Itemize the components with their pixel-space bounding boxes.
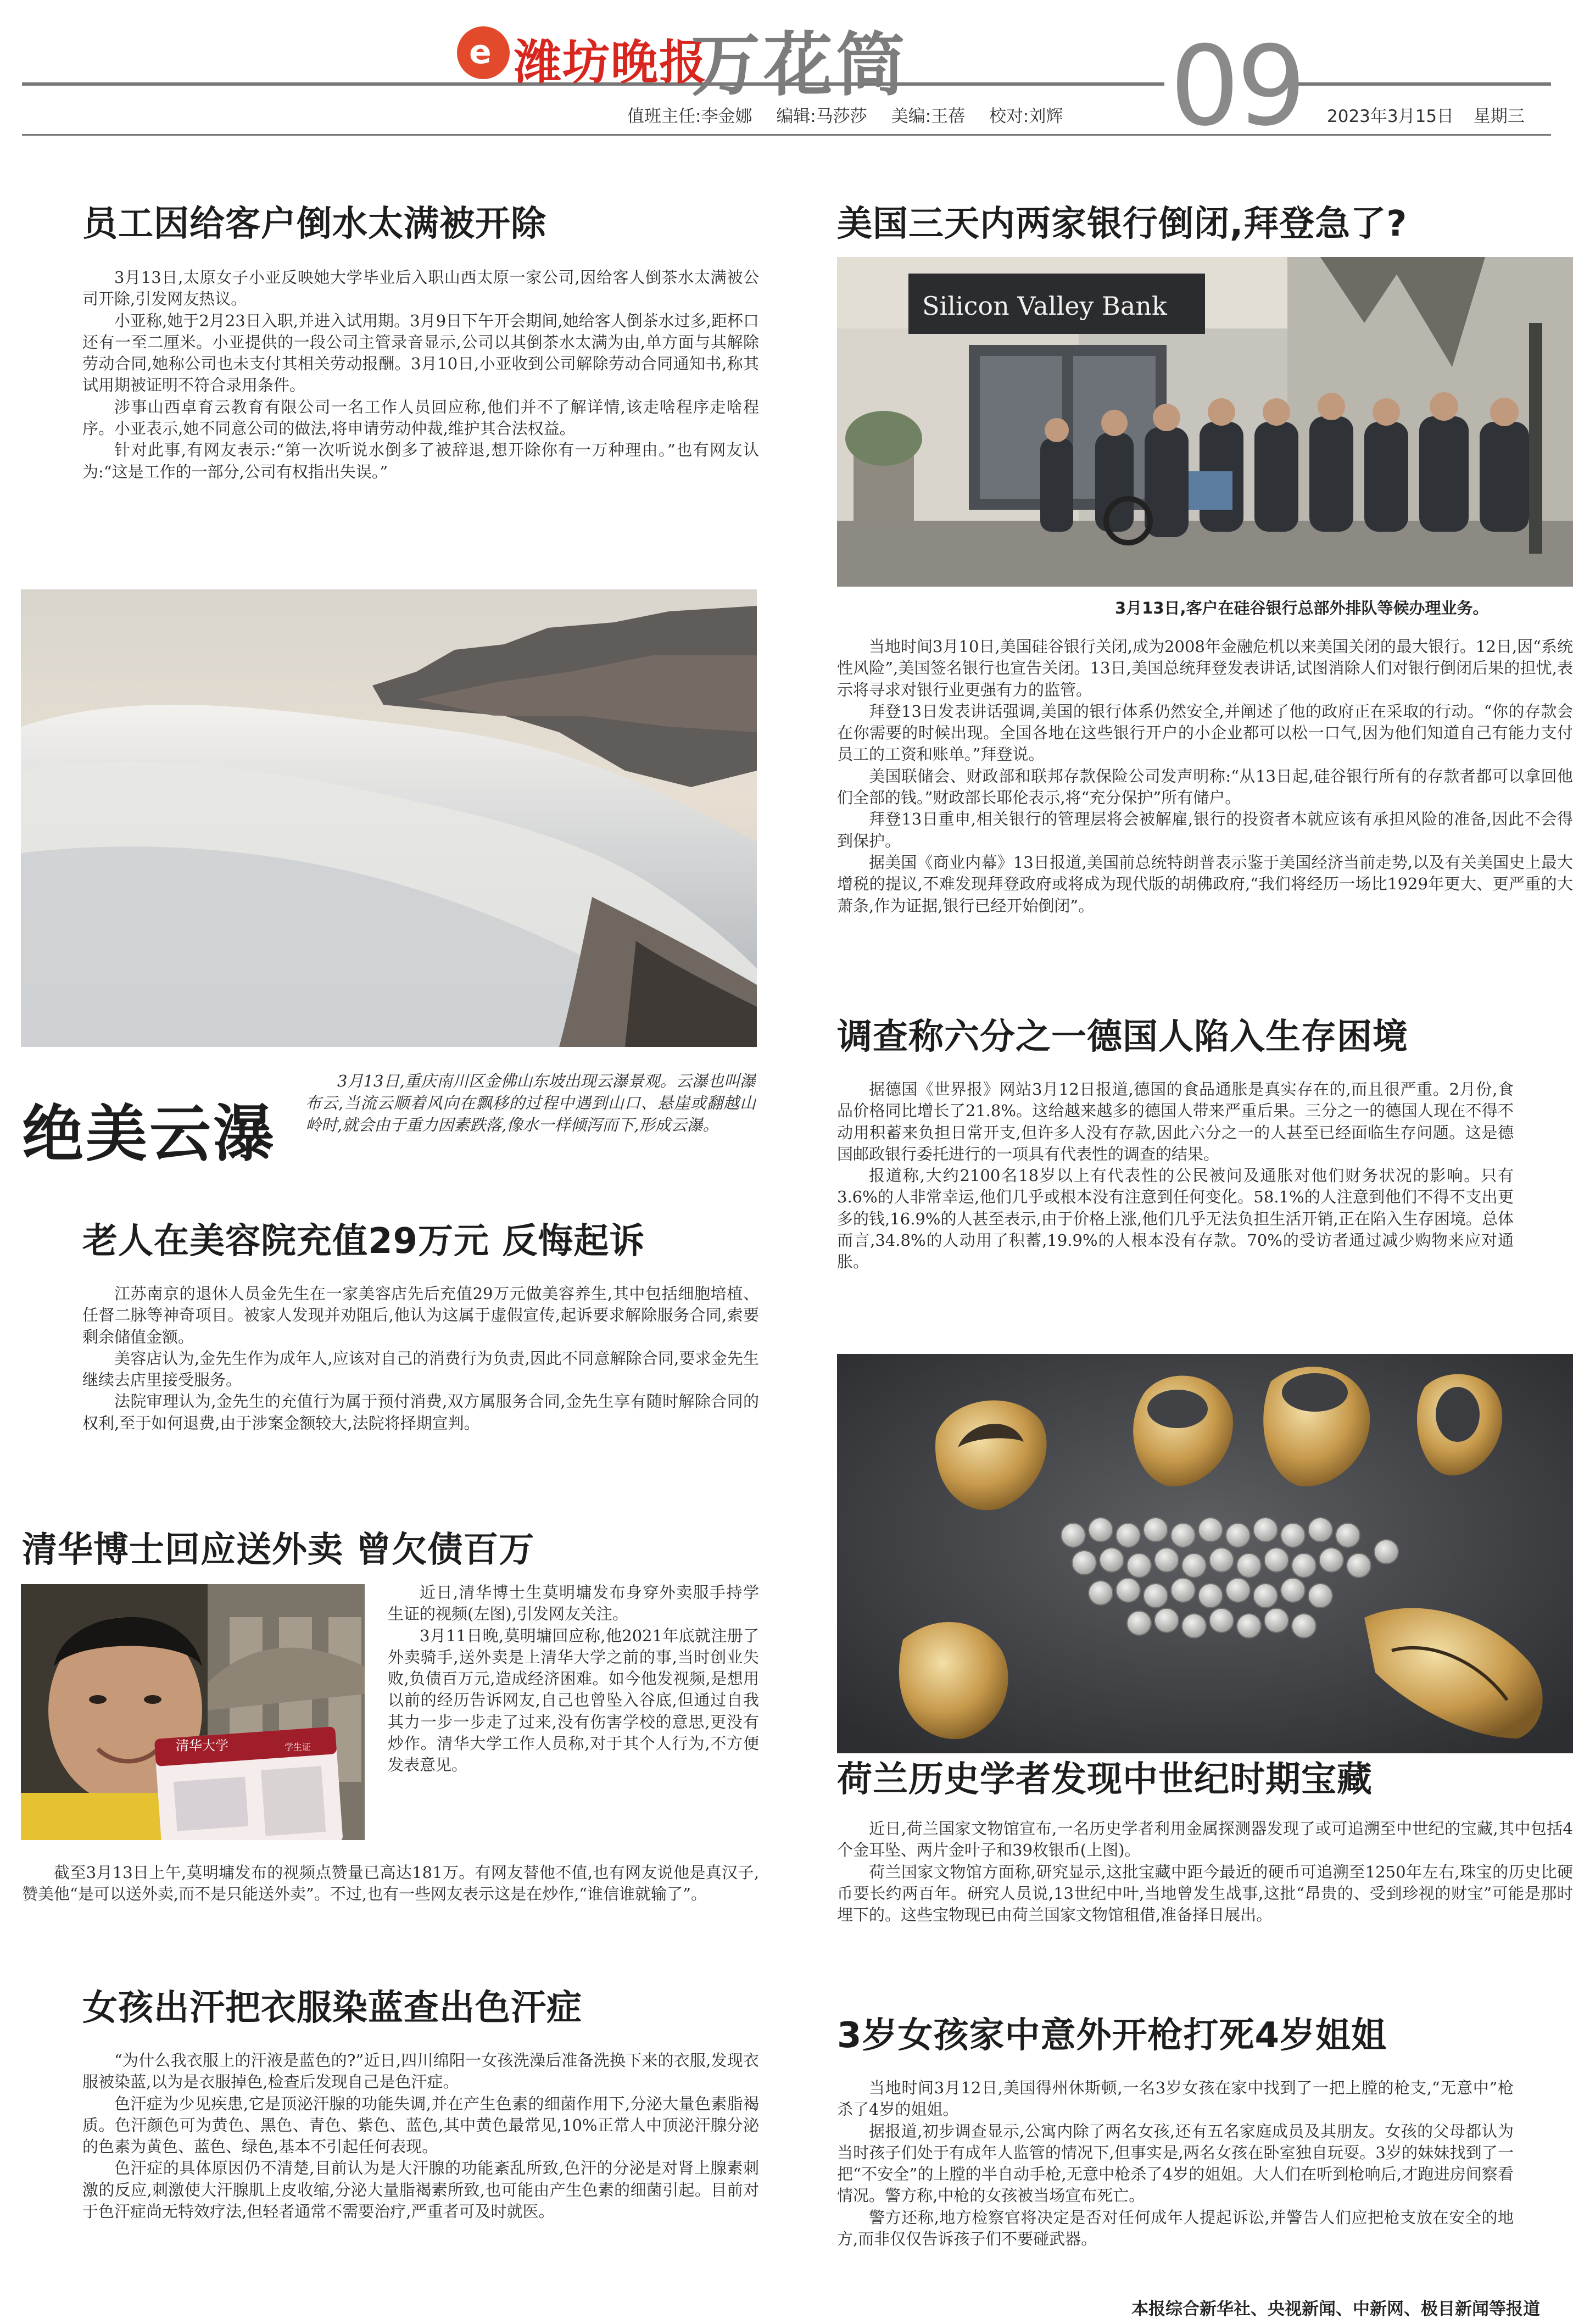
article-us-banks: [837, 636, 1573, 966]
paragraph: 截至3月13日上午,莫明墉发布的视频点赞量已高达181万。有网友替他不值,也有网友说他是真汉子,赞美他“是可以送外卖,而不是只能送外卖”。不过,也有一些网友表示这是在炒作,“谁信谁就输了”。: [22, 1863, 759, 1904]
logo-letter: e: [469, 33, 492, 71]
headline: 绝美云瀑: [22, 1099, 277, 1170]
medieval-treasure-image: [837, 1354, 1573, 1753]
editor: 编辑:马莎莎: [776, 107, 867, 126]
card-label: 清华大学: [176, 1738, 228, 1753]
paragraph: 小亚称,她于2月23日入职,并进入试用期。3月9日下午开会期间,她给客人倒茶水过多,距杯口还有一至二厘米。小亚提供的一段公司主管录音显示,公司以其倒茶水太满为由,单方面与其解除劳动合同,她称公司也未支付其相关劳动报酬。3月10日,小亚收到公司解除劳动合同通知书,称其试用期被证明不符合录用条件。: [82, 311, 759, 395]
article-dutch-treasure: [837, 1751, 1573, 1994]
paragraph: 拜登13日发表讲话强调,美国的银行体系仍然安全,并阐述了他的政府正在采取的行动。“你的存款会在你需要的时候出现。全国各地在这些银行开户的小企业都可以松一口气,因为他们知道自己有能力支付员工的工资和账单。”拜登说。: [837, 701, 1573, 764]
paragraph: 3月13日,太原女子小亚反映她大学毕业后入职山西太原一家公司,因给客人倒茶水太满被公司开除,引发网友热议。: [82, 268, 759, 309]
staff-credits: [627, 102, 1081, 127]
article-cloud-caption: [305, 1070, 756, 1180]
paragraph: 警方还称,地方检察官将决定是否对任何成年人提起诉讼,并警告人们应把枪支放在安全的地方,而非仅仅告诉孩子们不要碰武器。: [837, 2208, 1514, 2249]
article-us-banks-title: [837, 196, 1407, 246]
paragraph: 据德国《世界报》网站3月12日报道,德国的食品通胀是真实存在的,而且很严重。2月份,食品价格同比增长了21.8%。这给越来越多的德国人带来严重后果。三分之一的德国人现在不得不动用积蓄来负担日常开支,但许多人没有存款,因此六分之一的人甚至已经面临生存问题。这是德国邮政银行委托进行的一项具有代表性的调查的结果。: [837, 1080, 1514, 1163]
paragraph: 3月11日晚,莫明墉回应称,他2021年底就注册了外卖骑手,送外卖是上清华大学之前的事,当时创业失败,负债百万元,造成经济困难。如今他发视频,是想用以前的经历告诉网友,自己也曾坠入谷底,但通过自我其力一步一步走了过来,没有伤害学校的意思,更没有炒作。清华大学工作人员称,对于其个人行为,不方便发表意见。: [388, 1626, 759, 1775]
cloud-waterfall-image: [21, 589, 757, 1047]
headline: 女孩出汗把衣服染蓝查出色汗症: [82, 1988, 582, 2028]
paragraph: 涉事山西卓育云教育有限公司一名工作人员回应称,他们并不了解详情,该走啥程序走啥程序。小亚表示,她不同意公司的做法,将申请劳动仲裁,维护其合法权益。: [82, 397, 759, 438]
news-sources: 本报综合新华社、央视新闻、中新网、极目新闻等报道: [1131, 2299, 1540, 2319]
date: 2023年3月15日: [1327, 107, 1454, 126]
paragraph: 针对此事,有网友表示:“第一次听说水倒多了被辞退,想开除你有一万种理由。”也有网友认为:“这是工作的一部分,公司有权指出失误。”: [82, 441, 759, 481]
card-sub: 学生证: [285, 1742, 311, 1752]
page-number: 09: [1170, 23, 1303, 151]
issue-date: [1327, 102, 1525, 127]
masthead-sub-rule: [22, 134, 1551, 136]
treasure-photo: [837, 1354, 1573, 1753]
paragraph: 拜登13日重申,相关银行的管理层将会被解雇,银行的投资者本就应该有承担风险的准备,因此不会得到保护。: [837, 810, 1573, 850]
paragraph: 近日,清华博士生莫明墉发布身穿外卖服手持学生证的视频(左图),引发网友关注。: [388, 1583, 759, 1624]
article-germany: [837, 1008, 1514, 1370]
paragraph: 当地时间3月12日,美国得州休斯顿,一名3岁女孩在家中找到了一把上膛的枪支,“无意中”枪杀了4岁的姐姐。: [837, 2078, 1514, 2119]
article-cloud-title: [22, 1085, 277, 1173]
bank-sign: Silicon Valley Bank: [922, 291, 1167, 321]
headline: 调查称六分之一德国人陷入生存困境: [837, 1017, 1408, 1057]
caption: 3月13日,重庆南川区金佛山东坡出现云瀑景观。云瀑也叫瀑布云,当流云顺着风向在飘移的过程中遇到山口、悬崖或翻越山岭时,就会由于重力因素跌落,像水一样倾泻而下,形成云瀑。: [305, 1072, 756, 1134]
paragraph: 荷兰国家文物馆方面称,研究显示,这批宝藏中距今最近的硬币可追溯至1250年左右,珠宝的历史比硬币要长约两百年。研究人员说,13世纪中叶,当地曾发生战事,这批“昂贵的、受到珍视的财宝”可能是那时埋下的。这些宝物现已由荷兰国家文物馆租借,准备择日展出。: [837, 1862, 1573, 1925]
headline: 员工因给客户倒水太满被开除: [82, 204, 546, 244]
section-title: 万花筒: [691, 25, 908, 105]
paper-name: 潍坊晚报: [514, 35, 707, 90]
headline: 美国三天内两家银行倒闭,拜登急了?: [837, 204, 1408, 244]
duty-editor: 值班主任:李金娜: [627, 107, 752, 126]
headline: 老人在美容院充值29万元 反悔起诉: [82, 1221, 645, 1262]
paragraph: 美容店认为,金先生作为成年人,应该对自己的消费行为负责,因此不同意解除合同,要求金先生继续去店里接受服务。: [82, 1348, 759, 1390]
cloud-waterfall-photo: [21, 589, 757, 1047]
paragraph: 美国联储会、财政部和联邦存款保险公司发声明称:“从13日起,硅谷银行所有的存款者都可以拿回他们全部的钱。”财政部长耶伦表示,将“充分保护”所有储户。: [837, 766, 1573, 807]
article-beauty-salon: [82, 1213, 759, 1514]
headline: 清华博士回应送外卖 曾欠债百万: [22, 1530, 535, 1570]
art-editor: 美编:王蓓: [891, 107, 966, 126]
paragraph: 报道称,大约2100名18岁以上有代表性的公民被问及通胀对他们财务状况的影响。只有3.6%的人非常幸运,他们几乎或根本没有注意到任何变化。58.1%的人注意到他们不得不支出更多的钱,16.9%的人甚至表示,由于价格上涨,他们几乎无法负担生活开销,正在陷入生存困境。总体而言,34.8%的人动用了积蓄,19.9%的人根本没有存款。70%的受访者通过减少购物来应对通胀。: [837, 1166, 1514, 1272]
headline: 荷兰历史学者发现中世纪时期宝藏: [837, 1759, 1373, 1800]
paragraph: 色汗症为少见疾患,它是顶泌汗腺的功能失调,并在产生色素的细菌作用下,分泌大量色素脂褐质。色汗颜色可为黄色、黑色、青色、紫色、蓝色,其中黄色最常见,10%正常人中顶泌汗腺分泌的色素为黄色、蓝色、绿色,基本不引起任何表现。: [82, 2094, 759, 2156]
proofreader: 校对:刘辉: [989, 107, 1063, 126]
paragraph: “为什么我衣服上的汗液是蓝色的?”近日,四川绵阳一女孩洗澡后准备洗换下来的衣服,发现衣服被染蓝,以为是衣服掉色,检查后发现自己是色汗症。: [82, 2051, 759, 2092]
paragraph: 法院审理认为,金先生的充值行为属于预付消费,双方属服务合同,金先生享有随时解除合同的权利,至于如何退费,由于涉案金额较大,法院将择期宣判。: [82, 1392, 759, 1433]
headline: 3岁女孩家中意外开枪打死4岁姐姐: [837, 2015, 1387, 2056]
paragraph: 近日,荷兰国家文物馆宣布,一名历史学者利用金属探测器发现了或可追溯至中世纪的宝藏,其中包括4个金耳坠、两片金叶子和39枚银币(上图)。: [837, 1819, 1573, 1860]
paragraph: 当地时间3月10日,美国硅谷银行关闭,成为2008年金融危机以来美国关闭的最大银行。12日,因“系统性风险”,美国签名银行也宣告关闭。13日,美国总统拜登发表讲话,试图消除人们对银行倒闭后果的担忧,表示将寻求对银行业更强有力的监管。: [837, 637, 1573, 699]
article-gun-accident: [837, 2007, 1514, 2319]
article-tsinghua-title: [22, 1522, 534, 1572]
bank-queue-photo: [837, 257, 1573, 587]
student-selfie-image: [21, 1584, 365, 1840]
weekday: 星期三: [1473, 107, 1525, 126]
bank-photo-caption: 3月13日,客户在硅谷银行总部外排队等候办理业务。: [1115, 599, 1489, 617]
paper-logo-icon: [457, 26, 510, 79]
paragraph: 据报道,初步调查显示,公寓内除了两名女孩,还有五名家庭成员及其朋友。女孩的父母都认为当时孩子们处于有成年人监管的情况下,但事实是,两名女孩在卧室独自玩耍。3岁的妹妹找到了一把“不安全”的上膛的半自动手枪,无意中枪杀了4岁的姐姐。大人们在听到枪响后,才跑进房间察看情况。警方称,中枪的女孩被当场宣布死亡。: [837, 2121, 1514, 2205]
article-water: [82, 196, 759, 575]
article-tsinghua-side: [388, 1582, 759, 1857]
article-tsinghua-full: [22, 1862, 759, 1933]
article-blue-sweat: [82, 1980, 759, 2324]
paragraph: 江苏南京的退休人员金先生在一家美容店先后充值29万元做美容养生,其中包括细胞培植、任督二脉等神奇项目。被家人发现并劝阻后,他认为这属于虚假宣传,起诉要求解除服务合同,索要剩余储值金额。: [82, 1284, 759, 1346]
masthead-rule-right: [1291, 82, 1551, 86]
tsinghua-student-photo: [21, 1584, 365, 1840]
paragraph: 据美国《商业内幕》13日报道,美国前总统特朗普表示鉴于美国经济当前走势,以及有关美国史上最大增税的提议,不难发现拜登政府或将成为现代版的胡佛政府,“我们将经历一场比1929年更大、更严重的大萧条,作为证据,银行已经开始倒闭”。: [837, 852, 1573, 915]
silicon-valley-bank-image: [837, 257, 1573, 587]
paragraph: 色汗症的具体原因仍不清楚,目前认为是大汗腺的功能紊乱所致,色汗的分泌是对肾上腺素刺激的反应,刺激使大汗腺肌上皮收缩,分泌大量脂褐素所致,也可能由产生色素的细菌引起。目前对于色汗症尚无特效疗法,但轻者通常不需要治疗,严重者可及时就医。: [82, 2159, 759, 2221]
